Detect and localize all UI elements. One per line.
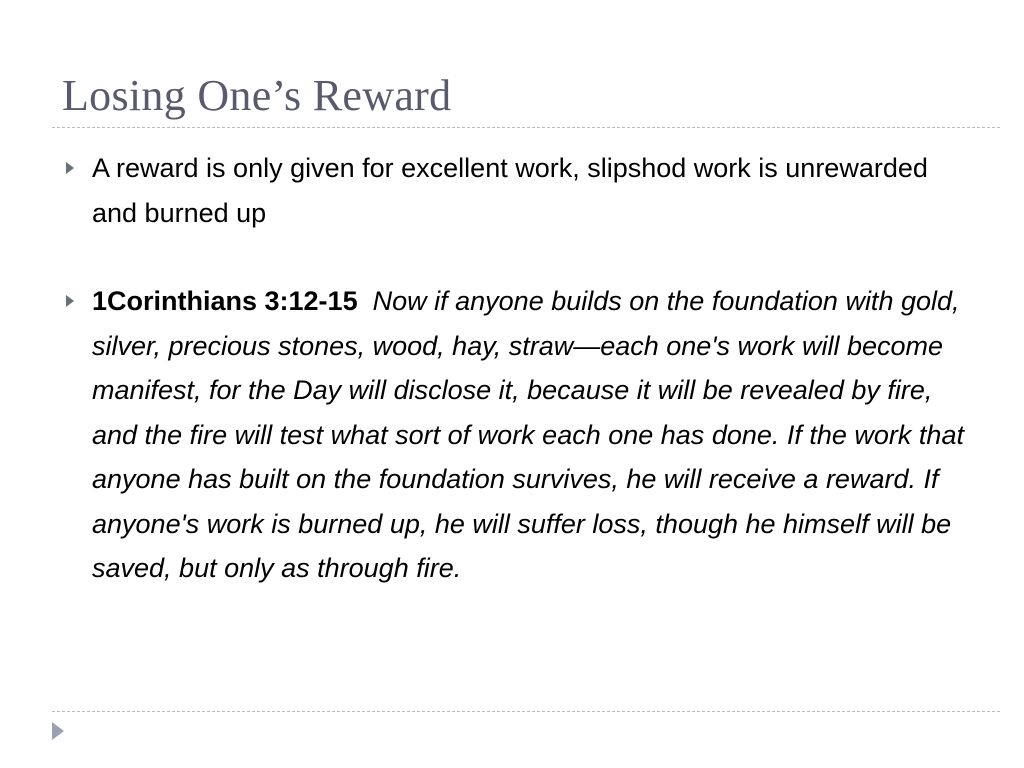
triangle-bullet-icon: [66, 295, 74, 307]
slide-title: Losing One’s Reward: [62, 71, 452, 120]
triangle-bullet-icon: [66, 162, 74, 174]
scripture-verse: Now if anyone builds on the foundation with gold, silver, precious stones, wood, hay, straw—each one's work will become manifest, for the Day will disclose it, because it will be revealed by fire, and the fire will test what sort of work each one has done. If the work that anyone has built on the foundation survives, he will receive a reward. If anyone's work is burned up, he will suffer loss, though he himself will be saved, but only as through fire.: [92, 286, 964, 583]
bullet-text: A reward is only given for excellent work, slipshod work is unrewarded and burned up: [92, 153, 928, 228]
title-divider: [52, 127, 1000, 128]
bullet-item-scripture: [60, 279, 972, 591]
next-slide-arrow-icon[interactable]: [52, 722, 64, 740]
footer-divider: [52, 711, 1000, 712]
bullet-item-reward: [60, 146, 972, 235]
bullet-list: [60, 146, 972, 591]
scripture-reference: 1Corinthians 3:12-15: [92, 286, 358, 316]
